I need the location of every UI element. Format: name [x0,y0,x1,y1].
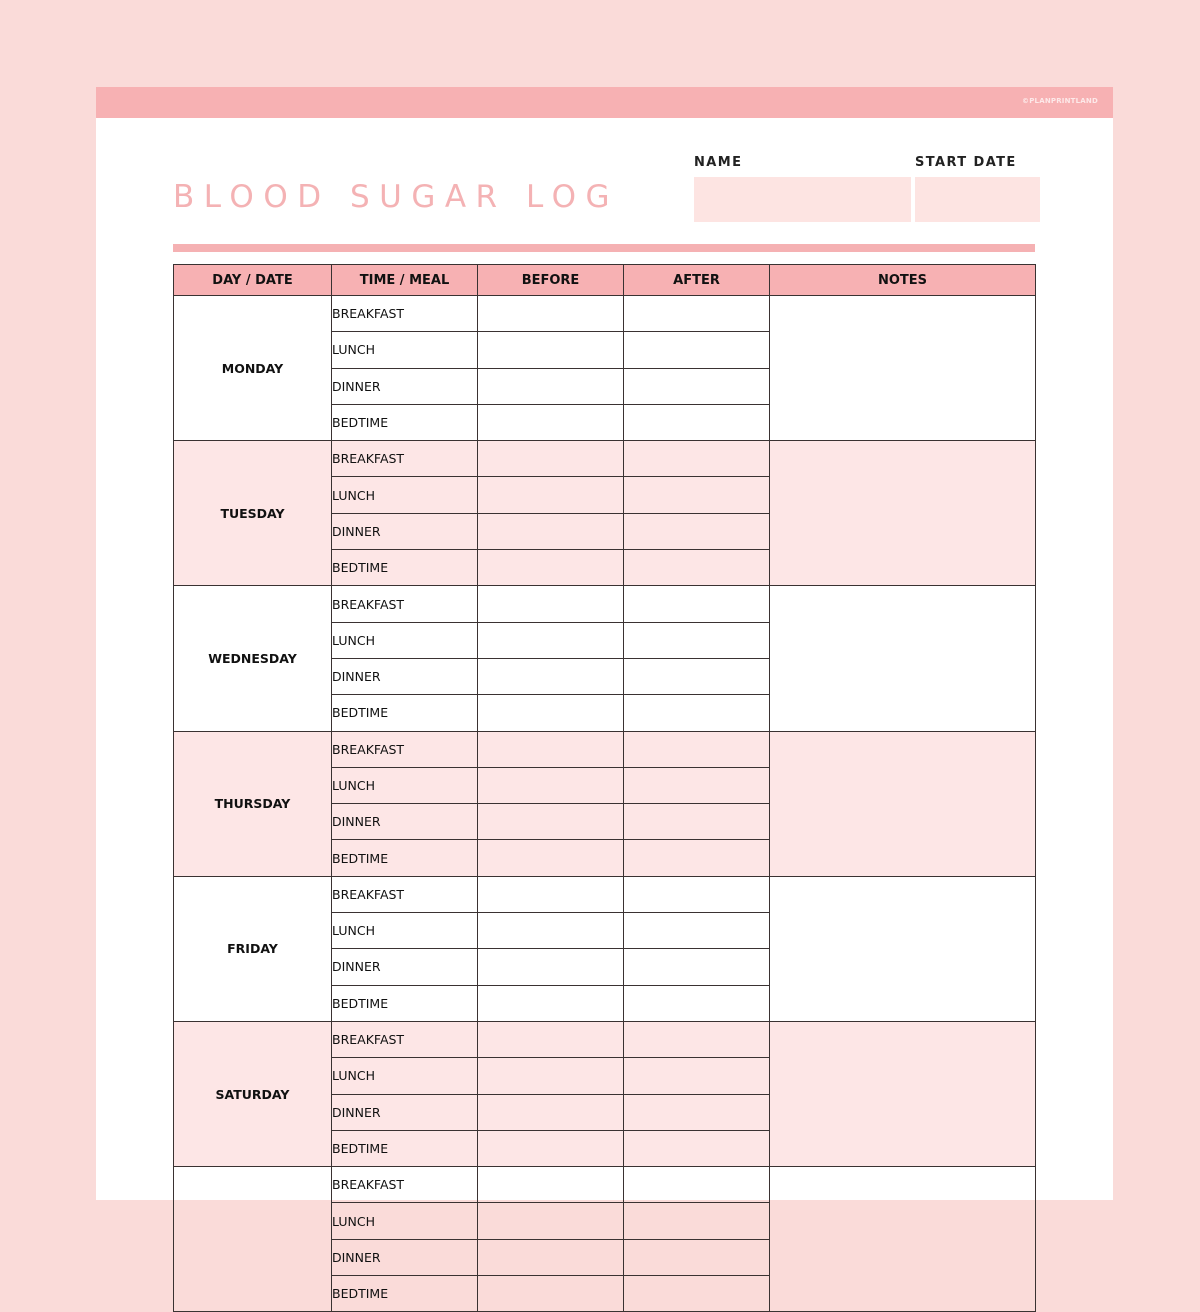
after-reading-input[interactable] [624,1095,769,1130]
meal-label: DINNER [332,513,478,549]
name-label: NAME [694,155,743,170]
after-reading-cell[interactable] [624,332,770,368]
after-reading-input[interactable] [624,1203,769,1238]
before-reading-cell[interactable] [478,296,624,332]
after-reading-input[interactable] [624,441,769,476]
before-reading-cell[interactable] [478,550,624,586]
after-reading-input[interactable] [624,840,769,875]
table-row [174,731,1036,767]
before-reading-cell[interactable] [478,586,624,622]
blood-sugar-table [173,264,1036,1312]
divider [173,244,1035,252]
after-reading-cell[interactable] [624,695,770,731]
after-reading-input[interactable] [624,695,769,730]
after-reading-cell[interactable] [624,586,770,622]
before-reading-cell[interactable] [478,332,624,368]
meal-label: DINNER [332,368,478,404]
before-reading-cell[interactable] [478,695,624,731]
table-row [174,1167,1036,1203]
after-reading-cell[interactable] [624,876,770,912]
after-reading-input[interactable] [624,332,769,367]
after-reading-cell[interactable] [624,441,770,477]
before-reading-cell[interactable] [478,1276,624,1312]
meal-label: BEDTIME [332,1276,478,1312]
after-reading-input[interactable] [624,768,769,803]
before-reading-input[interactable] [478,695,623,730]
notes-cell[interactable] [770,296,1036,441]
notes-input[interactable] [770,586,1035,730]
before-reading-cell[interactable] [478,840,624,876]
meal-label: LUNCH [332,477,478,513]
after-reading-cell[interactable] [624,550,770,586]
before-reading-input[interactable] [478,296,623,331]
table-row [174,296,1036,332]
after-reading-input[interactable] [624,405,769,440]
after-reading-cell[interactable] [624,1021,770,1057]
after-reading-input[interactable] [624,913,769,948]
meal-label: LUNCH [332,767,478,803]
after-reading-cell[interactable] [624,804,770,840]
day-label: MONDAY [174,296,332,441]
name-field[interactable] [694,177,911,222]
after-reading-cell[interactable] [624,368,770,404]
after-reading-cell[interactable] [624,1203,770,1239]
top-band [96,87,1113,118]
before-reading-input[interactable] [478,1131,623,1166]
day-label: SATURDAY [174,1021,332,1166]
notes-cell[interactable] [770,1167,1036,1312]
table-row [174,1021,1036,1057]
after-reading-cell[interactable] [624,404,770,440]
before-reading-input[interactable] [478,514,623,549]
meal-label: LUNCH [332,622,478,658]
column-header-day: DAY / DATE [174,265,332,296]
before-reading-input[interactable] [478,1203,623,1238]
before-reading-cell[interactable] [478,1167,624,1203]
after-reading-cell[interactable] [624,949,770,985]
before-reading-input[interactable] [478,441,623,476]
after-reading-cell[interactable] [624,513,770,549]
before-reading-input[interactable] [478,1240,623,1275]
before-reading-cell[interactable] [478,622,624,658]
after-reading-input[interactable] [624,1167,769,1202]
after-reading-cell[interactable] [624,985,770,1021]
after-reading-input[interactable] [624,623,769,658]
before-reading-cell[interactable] [478,985,624,1021]
after-reading-cell[interactable] [624,1239,770,1275]
before-reading-cell[interactable] [478,804,624,840]
after-reading-cell[interactable] [624,767,770,803]
after-reading-input[interactable] [624,514,769,549]
after-reading-input[interactable] [624,877,769,912]
after-reading-input[interactable] [624,1276,769,1311]
after-reading-cell[interactable] [624,1276,770,1312]
before-reading-cell[interactable] [478,949,624,985]
meal-label: LUNCH [332,913,478,949]
day-label: FRIDAY [174,876,332,1021]
meal-label: BEDTIME [332,695,478,731]
before-reading-cell[interactable] [478,513,624,549]
before-reading-input[interactable] [478,732,623,767]
after-reading-cell[interactable] [624,1167,770,1203]
before-reading-cell[interactable] [478,1021,624,1057]
before-reading-input[interactable] [478,405,623,440]
notes-input[interactable] [770,877,1035,1021]
copyright-text: ©PLANPRINTLAND [1022,97,1098,105]
meal-label: BREAKFAST [332,586,478,622]
meal-label: BREAKFAST [332,876,478,912]
after-reading-input[interactable] [624,586,769,621]
before-reading-cell[interactable] [478,368,624,404]
day-label: WEDNESDAY [174,586,332,731]
after-reading-input[interactable] [624,986,769,1021]
day-label: THURSDAY [174,731,332,876]
before-reading-cell[interactable] [478,1203,624,1239]
before-reading-input[interactable] [478,804,623,839]
before-reading-input[interactable] [478,949,623,984]
before-reading-input[interactable] [478,550,623,585]
before-reading-cell[interactable] [478,441,624,477]
before-reading-input[interactable] [478,986,623,1021]
meal-label: DINNER [332,949,478,985]
before-reading-input[interactable] [478,768,623,803]
before-reading-input[interactable] [478,913,623,948]
before-reading-input[interactable] [478,586,623,621]
before-reading-input[interactable] [478,659,623,694]
after-reading-cell[interactable] [624,913,770,949]
before-reading-input[interactable] [478,1022,623,1057]
table-row [174,441,1036,477]
meal-label: BEDTIME [332,1130,478,1166]
notes-cell[interactable] [770,586,1036,731]
meal-label: BEDTIME [332,550,478,586]
before-reading-cell[interactable] [478,1094,624,1130]
meal-label: BEDTIME [332,840,478,876]
meal-label: DINNER [332,1094,478,1130]
meal-label: LUNCH [332,1203,478,1239]
notes-cell[interactable] [770,1021,1036,1166]
page-title: BLOOD SUGAR LOG [173,179,620,215]
table-header-row [174,265,1036,296]
before-reading-cell[interactable] [478,658,624,694]
meal-label: BREAKFAST [332,296,478,332]
meal-label: LUNCH [332,332,478,368]
table-row [174,876,1036,912]
after-reading-input[interactable] [624,477,769,512]
before-reading-cell[interactable] [478,1058,624,1094]
meal-label: BREAKFAST [332,441,478,477]
column-header-meal: TIME / MEAL [332,265,478,296]
after-reading-input[interactable] [624,1022,769,1057]
after-reading-cell[interactable] [624,840,770,876]
before-reading-input[interactable] [478,332,623,367]
after-reading-cell[interactable] [624,1058,770,1094]
before-reading-cell[interactable] [478,1239,624,1275]
before-reading-cell[interactable] [478,477,624,513]
before-reading-input[interactable] [478,623,623,658]
day-label: TUESDAY [174,441,332,586]
after-reading-input[interactable] [624,949,769,984]
column-header-after: AFTER [624,265,770,296]
before-reading-cell[interactable] [478,876,624,912]
before-reading-input[interactable] [478,840,623,875]
column-header-notes: NOTES [770,265,1036,296]
after-reading-cell[interactable] [624,1094,770,1130]
after-reading-input[interactable] [624,1058,769,1093]
before-reading-input[interactable] [478,369,623,404]
after-reading-cell[interactable] [624,731,770,767]
notes-input[interactable] [770,1022,1035,1166]
after-reading-input[interactable] [624,1131,769,1166]
notes-input[interactable] [770,732,1035,876]
after-reading-cell[interactable] [624,477,770,513]
notes-cell[interactable] [770,731,1036,876]
notes-input[interactable] [770,1167,1035,1311]
after-reading-cell[interactable] [624,296,770,332]
before-reading-input[interactable] [478,477,623,512]
meal-label: DINNER [332,1239,478,1275]
after-reading-cell[interactable] [624,622,770,658]
before-reading-cell[interactable] [478,1130,624,1166]
day-label [174,1167,332,1312]
notes-input[interactable] [770,441,1035,585]
start-date-label: START DATE [915,155,1017,170]
meal-label: LUNCH [332,1058,478,1094]
after-reading-input[interactable] [624,804,769,839]
column-header-before: BEFORE [478,265,624,296]
after-reading-input[interactable] [624,369,769,404]
meal-label: BREAKFAST [332,1021,478,1057]
table-row [174,586,1036,622]
before-reading-input[interactable] [478,1058,623,1093]
meal-label: BEDTIME [332,985,478,1021]
after-reading-cell[interactable] [624,1130,770,1166]
before-reading-input[interactable] [478,1167,623,1202]
notes-input[interactable] [770,296,1035,440]
meal-label: BREAKFAST [332,1167,478,1203]
before-reading-input[interactable] [478,1095,623,1130]
after-reading-input[interactable] [624,1240,769,1275]
start-date-field[interactable] [915,177,1040,222]
before-reading-cell[interactable] [478,913,624,949]
before-reading-cell[interactable] [478,731,624,767]
meal-label: DINNER [332,658,478,694]
after-reading-input[interactable] [624,550,769,585]
before-reading-input[interactable] [478,877,623,912]
meal-label: BEDTIME [332,404,478,440]
notes-cell[interactable] [770,441,1036,586]
after-reading-input[interactable] [624,659,769,694]
notes-cell[interactable] [770,876,1036,1021]
after-reading-cell[interactable] [624,658,770,694]
before-reading-cell[interactable] [478,404,624,440]
after-reading-input[interactable] [624,296,769,331]
meal-label: DINNER [332,804,478,840]
before-reading-input[interactable] [478,1276,623,1311]
after-reading-input[interactable] [624,732,769,767]
meal-label: BREAKFAST [332,731,478,767]
before-reading-cell[interactable] [478,767,624,803]
log-sheet [96,87,1113,1302]
